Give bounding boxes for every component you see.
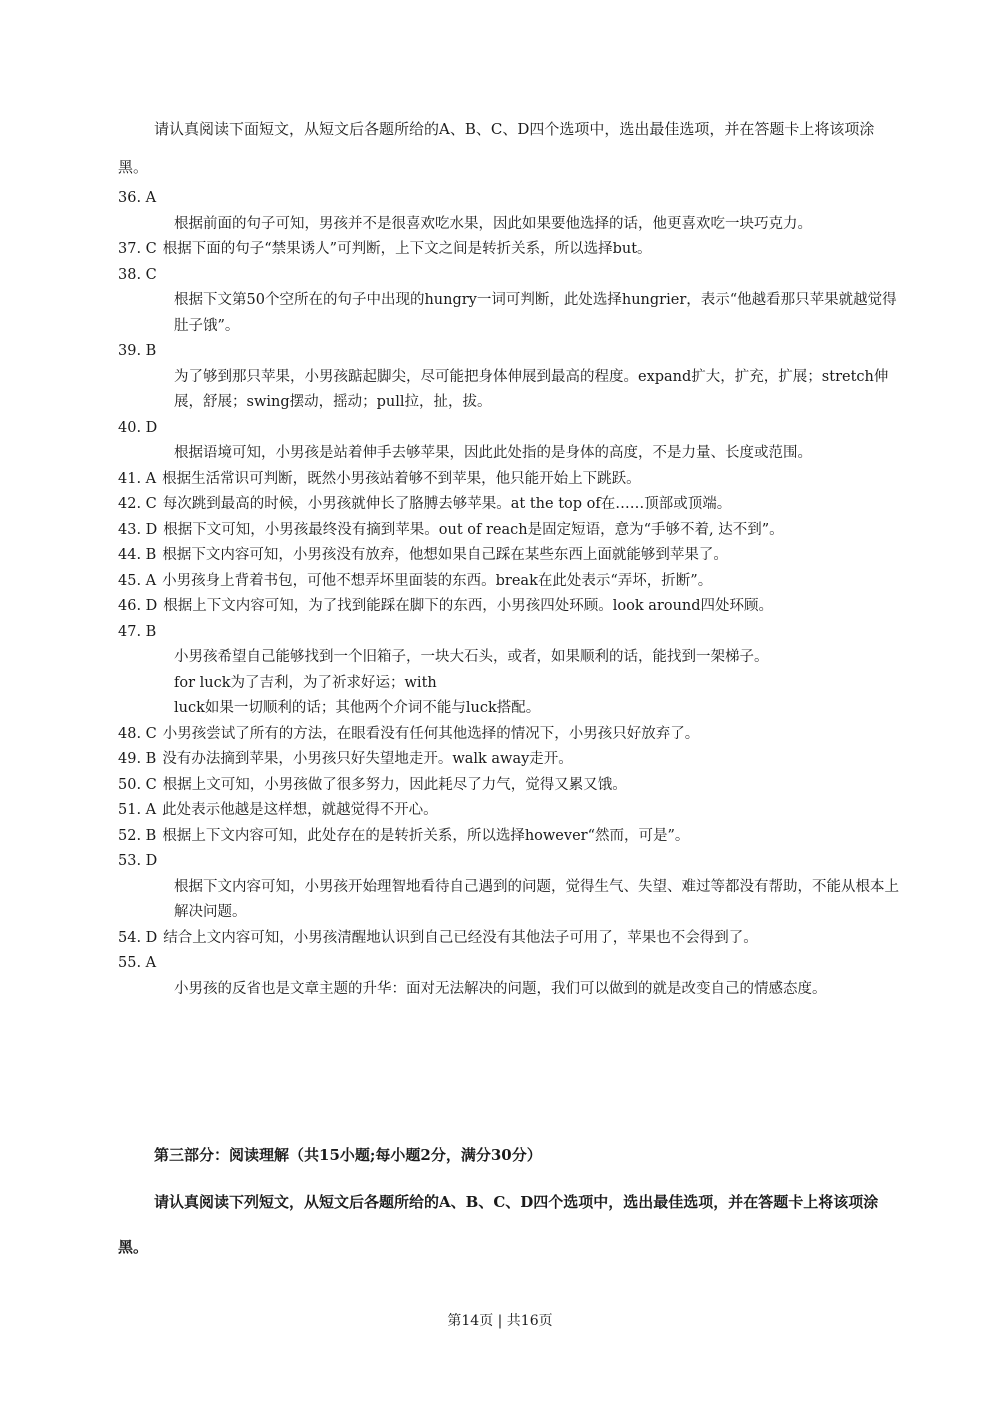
answer-number: 47. B [118,623,157,640]
answer-number: 36. A [118,190,157,206]
answer-number: 38. C [118,266,157,283]
answer-explanation: 根据上文可知，小男孩做了很多努力，因此耗尽了力气，觉得又累又饿。 [162,776,627,793]
answer-item [118,849,908,926]
answer-number: 40. D [118,419,158,436]
answer-explanation: 每次跳到最高的时候，小男孩就伸长了胳膊去够苹果。at the top of在……顶部或顶端。 [162,496,732,512]
answer-number: 45. A [118,572,157,589]
answer-item [118,824,908,850]
answer-explanation: 小男孩尝试了所有的方法，在眼看没有任何其他选择的情况下，小男孩只好放弃了。 [162,725,700,742]
answer-explanation: 根据上下文内容可知，此处存在的是转折关系，所以选择however“然而，可是”。 [162,827,690,844]
answer-number: 50. C [118,776,157,793]
answer-number: 55. A [118,955,157,971]
answer-item [118,594,908,620]
answer-item [118,237,908,263]
answer-number: 43. D [118,521,158,538]
answer-explanation-line: 小男孩希望自己能够找到一个旧箱子，一块大石头，或者，如果顺利的话，能找到一架梯子。 [174,649,769,665]
answer-item [118,263,908,340]
answer-explanation: 根据下面的句子“禁果诱人”可判断，上下文之间是转折关系，所以选择but。 [162,241,652,257]
answer-item [118,747,908,773]
answer-explanation: 根据语境可知，小男孩是站着伸手去够苹果，因此此处指的是身体的高度，不是力量、长度或范围。 [174,445,812,461]
answer-item [118,339,908,416]
answer-item [118,492,908,518]
answer-number: 48. C [118,725,157,742]
answer-explanation: 小男孩身上背着书包，可他不想弄坏里面装的东西。break在此处表示“弄坏，折断”。 [162,572,713,589]
answer-item [118,926,908,952]
answer-item [118,569,908,595]
page-footer: 第14页 | 共16页 [447,1313,553,1329]
answer-item [118,773,908,799]
answer-item [118,518,908,544]
answer-number: 39. B [118,343,157,359]
intro-instruction: 请认真阅读下面短文，从短文后各题所给的A、B、C、D四个选项中，选出最佳选项，并在答题卡上将该项涂黑。 [118,120,875,176]
answer-item [118,798,908,824]
answer-explanation: 根据下文内容可知，小男孩开始理智地看待自己遇到的问题，觉得生气、失望、难过等都没有帮助，不能从根本上解决问题。 [174,878,899,920]
answer-explanation: 小男孩的反省也是文章主题的升华：面对无法解决的问题，我们可以做到的就是改变自己的情感态度。 [174,980,827,997]
answer-item [118,722,908,748]
answer-explanation-line: for luck为了吉利，为了祈求好运；with [174,674,437,691]
answer-explanation: 为了够到那只苹果，小男孩踮起脚尖，尽可能把身体伸展到最高的程度。expand扩大，扩充，扩展；stretch伸展，舒展；swing摆动，摇动；pull拉，扯，拔。 [174,368,889,410]
answer-number: 37. C [118,241,157,257]
answer-item [118,620,908,722]
answer-number: 49. B [118,751,157,767]
answer-explanation: 根据下文第50个空所在的句子中出现的hungry一词可判断，此处选择hungrier，表示“他越看那只苹果就越觉得肚子饿”。 [174,292,897,334]
answer-explanation: 没有办法摘到苹果，小男孩只好失望地走开。walk away走开。 [162,751,573,767]
section-instruction: 请认真阅读下列短文，从短文后各题所给的A、B、C、D四个选项中，选出最佳选项，并在答题卡上将该项涂黑。 [118,1193,879,1256]
answer-explanation: 根据上下文内容可知，为了找到能踩在脚下的东西，小男孩四处环顾。look around四处环顾。 [163,598,774,614]
answer-number: 46. D [118,598,158,614]
answer-explanation: 结合上文内容可知，小男孩清醒地认识到自己已经没有其他法子可用了，苹果也不会得到了。 [163,929,758,946]
answer-item [118,543,908,569]
answer-item [118,416,908,467]
answer-explanation: 根据下文可知，小男孩最终没有摘到苹果。out of reach是固定短语，意为“手够不着, 达不到”。 [163,521,784,538]
answer-number: 44. B [118,547,157,563]
answer-number: 54. D [118,929,158,946]
answer-item [118,467,908,493]
answer-explanation: 根据生活常识可判断，既然小男孩站着够不到苹果，他只能开始上下跳跃。 [162,470,641,487]
answer-key-list [118,186,908,1002]
section-title: 第三部分：阅读理解（共15小题;每小题2分，满分30分） [154,1146,542,1164]
answer-number: 41. A [118,470,157,487]
answer-number: 51. A [118,802,157,818]
answer-number: 53. D [118,853,158,869]
answer-explanation: 根据前面的句子可知，男孩并不是很喜欢吃水果，因此如果要他选择的话，他更喜欢吃一块巧克力。 [174,215,812,232]
answer-number: 42. C [118,496,157,512]
answer-explanation: 根据下文内容可知，小男孩没有放弃，他想如果自己踩在某些东西上面就能够到苹果了。 [162,547,728,563]
answer-item [118,186,908,237]
answer-explanation: 此处表示他越是这样想，就越觉得不开心。 [162,802,438,818]
answer-number: 52. B [118,827,157,844]
answer-item [118,951,908,1002]
answer-explanation-line: luck如果一切顺利的话；其他两个介词不能与luck搭配。 [174,700,541,716]
